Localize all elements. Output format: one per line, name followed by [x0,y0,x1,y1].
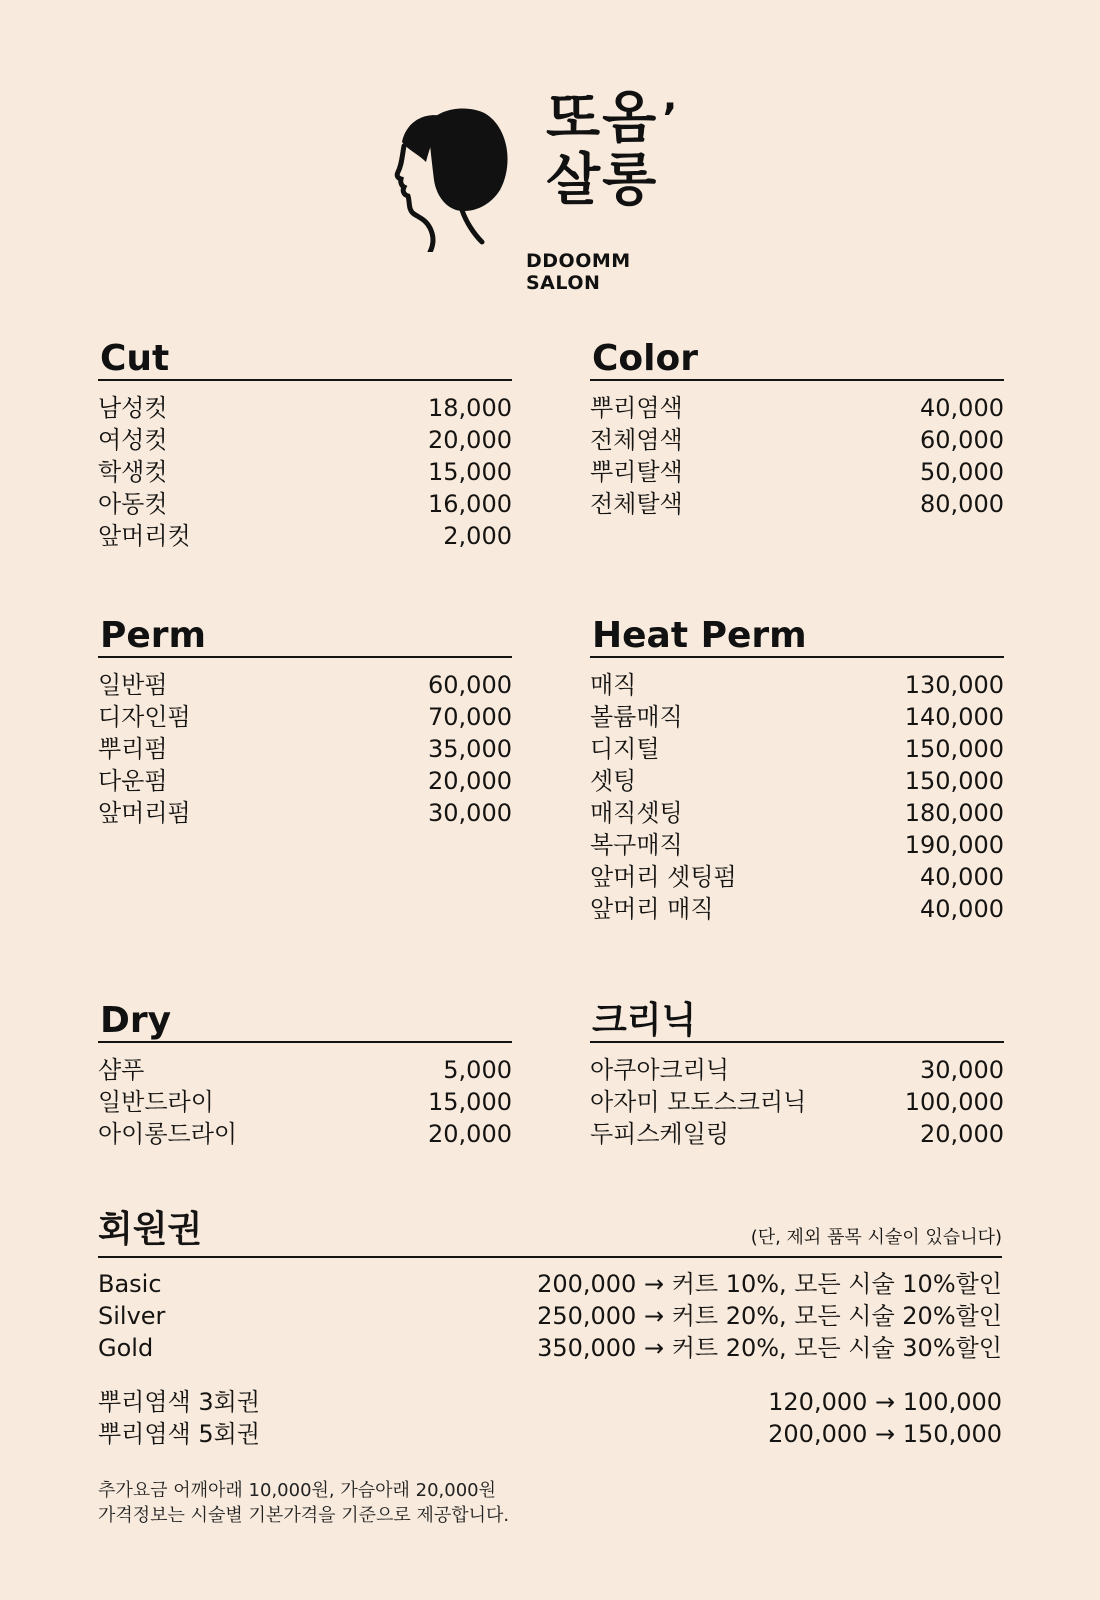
price-row [590,797,1004,829]
service-price: 140,000 [904,703,1004,731]
price-row [590,392,1004,424]
service-price: 60,000 [428,671,512,699]
section-heat-perm [590,614,1004,925]
service-name: 전체염색 [590,426,683,454]
service-price: 100,000 [904,1088,1004,1116]
membership-tier-list [98,1268,1002,1364]
membership-row [98,1332,1002,1364]
service-name: 여성컷 [98,426,168,454]
service-name: 디지털 [590,735,660,763]
service-price: 16,000 [428,490,512,518]
service-price: 60,000 [920,426,1004,454]
membership-row [98,1386,1002,1418]
membership-desc: 120,000 → 100,000 [768,1388,1002,1416]
service-name: 디자인펌 [98,703,191,731]
price-row [98,1054,512,1086]
price-row [98,392,512,424]
service-name: 학생컷 [98,458,168,486]
price-row [590,456,1004,488]
service-price: 15,000 [428,458,512,486]
service-price: 20,000 [428,1120,512,1148]
membership-row [98,1268,1002,1300]
price-row [98,1086,512,1118]
footer-line: 추가요금 어깨아래 10,000원, 가슴아래 20,000원 [98,1480,497,1501]
service-name: 전체탈색 [590,490,683,518]
service-name: 일반펌 [98,671,168,699]
footer-notes [98,1478,509,1528]
membership-desc: 200,000 → 150,000 [768,1420,1002,1448]
service-price: 15,000 [428,1088,512,1116]
section-title: Perm [98,614,512,658]
price-row [98,456,512,488]
price-row [98,701,512,733]
service-price: 190,000 [904,831,1004,859]
membership-header [98,1206,1002,1258]
service-price: 35,000 [428,735,512,763]
membership-name: 뿌리염색 5회권 [98,1420,261,1448]
price-row [98,1118,512,1150]
section-title: Color [590,337,1004,381]
service-name: 앞머리 매직 [590,895,714,923]
section-title: 회원권 [98,1209,203,1250]
service-name: 복구매직 [590,831,683,859]
footer-line: 가격정보는 시술별 기본가격을 기준으로 제공합니다. [98,1505,510,1526]
service-name: 뿌리탈색 [590,458,683,486]
woman-profile-icon [390,102,520,252]
price-row [590,765,1004,797]
service-price: 40,000 [920,895,1004,923]
service-price: 30,000 [920,1056,1004,1084]
membership-name: 뿌리염색 3회권 [98,1388,261,1416]
price-row [590,1054,1004,1086]
price-row [98,424,512,456]
service-name: 볼륨매직 [590,703,683,731]
price-row [98,520,512,552]
price-row [590,893,1004,925]
service-name: 남성컷 [98,394,168,422]
price-row [98,765,512,797]
salon-logo [390,86,710,294]
service-price: 20,000 [428,426,512,454]
membership-desc: 200,000 → 커트 10%, 모든 시술 10%할인 [537,1270,1002,1298]
price-row [590,701,1004,733]
price-row [590,861,1004,893]
price-row [590,829,1004,861]
service-price: 40,000 [920,394,1004,422]
membership-desc: 350,000 → 커트 20%, 모든 시술 30%할인 [537,1334,1002,1362]
service-name: 아자미 모도스크리닉 [590,1088,807,1116]
service-price: 180,000 [904,799,1004,827]
section-perm [98,614,512,829]
service-name: 뿌리염색 [590,394,683,422]
section-title: Heat Perm [590,614,1004,658]
price-list [590,1054,1004,1150]
salon-name-english: DDOOMM SALON [526,250,631,294]
service-name: 일반드라이 [98,1088,214,1116]
service-price: 20,000 [920,1120,1004,1148]
price-row [590,669,1004,701]
service-price: 80,000 [920,490,1004,518]
service-price: 20,000 [428,767,512,795]
service-price: 70,000 [428,703,512,731]
section-title: Dry [98,999,512,1043]
service-price: 2,000 [443,522,512,550]
section-dry [98,999,512,1150]
service-name: 샴푸 [98,1056,145,1084]
section-cut [98,337,512,552]
price-row [590,488,1004,520]
service-name: 아쿠아크리닉 [590,1056,730,1084]
price-row [98,797,512,829]
price-list [98,1054,512,1150]
section-clinic [590,999,1004,1150]
price-row [590,1086,1004,1118]
salon-name-korean: 또옴 ’ 살롱 [546,86,680,213]
membership-row [98,1418,1002,1450]
price-row [98,488,512,520]
service-name: 셋팅 [590,767,637,795]
service-name: 아동컷 [98,490,168,518]
service-name: 앞머리컷 [98,522,191,550]
service-name: 아이롱드라이 [98,1120,238,1148]
membership-name: Basic [98,1270,162,1298]
membership-note: (단, 제외 품목 시술이 있습니다) [750,1227,1002,1248]
price-row [590,733,1004,765]
service-name: 앞머리펌 [98,799,191,827]
service-price: 5,000 [443,1056,512,1084]
service-price: 150,000 [904,767,1004,795]
price-row [98,669,512,701]
service-name: 매직 [590,671,637,699]
section-membership [98,1206,1002,1450]
service-price: 150,000 [904,735,1004,763]
section-title: Cut [98,337,512,381]
service-price: 50,000 [920,458,1004,486]
membership-desc: 250,000 → 커트 20%, 모든 시술 20%할인 [537,1302,1002,1330]
service-name: 앞머리 셋팅펌 [590,863,737,891]
service-name: 매직셋팅 [590,799,683,827]
price-list [590,392,1004,520]
membership-name: Silver [98,1302,166,1330]
service-price: 18,000 [428,394,512,422]
section-color [590,337,1004,520]
service-name: 다운펌 [98,767,168,795]
price-list [98,392,512,552]
service-name: 두피스케일링 [590,1120,730,1148]
service-price: 130,000 [904,671,1004,699]
service-price: 30,000 [428,799,512,827]
service-price: 40,000 [920,863,1004,891]
price-row [590,424,1004,456]
membership-name: Gold [98,1334,154,1362]
membership-row [98,1300,1002,1332]
service-name: 뿌리펌 [98,735,168,763]
price-list [590,669,1004,925]
package-list [98,1386,1002,1450]
price-row [98,733,512,765]
section-title: 크리닉 [590,999,1004,1043]
price-list [98,669,512,829]
price-row [590,1118,1004,1150]
